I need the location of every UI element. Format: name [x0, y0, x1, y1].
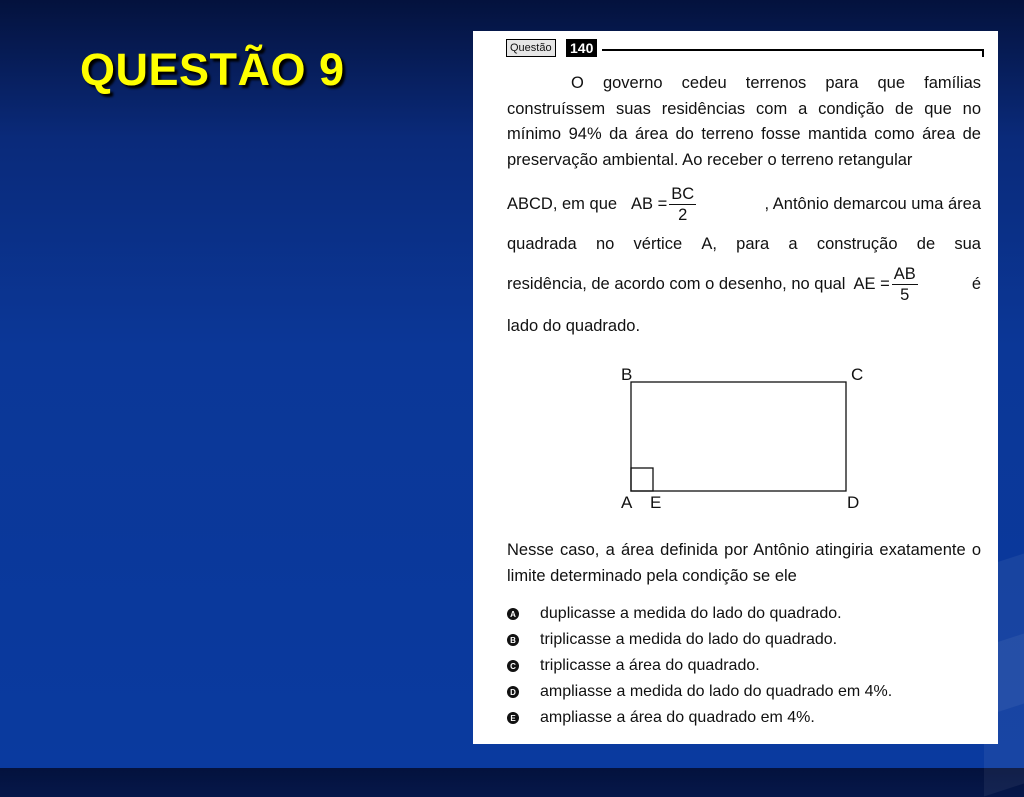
option-text: triplicasse a medida do lado do quadrado. — [540, 631, 838, 648]
line-ae-post: é — [971, 274, 981, 293]
line-last — [507, 313, 981, 339]
option-text: ampliasse a medida do lado do quadrado em 4%. — [540, 683, 893, 700]
rectangle-abcd — [631, 382, 846, 491]
line-last-text: lado do quadrado. — [507, 316, 641, 335]
label-e: E — [650, 493, 662, 512]
option-d[interactable] — [507, 679, 892, 705]
option-b[interactable] — [507, 627, 892, 653]
option-c[interactable] — [507, 653, 892, 679]
option-letter-badge: A — [507, 608, 519, 620]
fraction-bc-over-2 — [669, 184, 696, 225]
ab-lhs: AB = — [631, 194, 668, 213]
fraction-numerator: AB — [893, 264, 916, 283]
line-ae-fraction — [507, 259, 981, 309]
option-letter-badge: C — [507, 660, 519, 672]
line-ae-pre: residência, de acordo com o desenho, no qual — [507, 274, 846, 293]
question-document — [473, 31, 998, 744]
word: de — [916, 234, 936, 253]
question-header — [506, 37, 984, 57]
rectangle-figure — [613, 359, 873, 514]
line-quadrada — [507, 231, 981, 257]
fraction-numerator: BC — [671, 184, 695, 203]
option-letter-badge: D — [507, 686, 519, 698]
slide-title: QUESTÃO 9 — [80, 44, 345, 95]
question-paragraph-2: Nesse caso, a área definida por Antônio atingiria exatamente o limite determinado pela condição se ele — [507, 541, 981, 585]
label-c: C — [851, 365, 864, 384]
fraction-denominator: 2 — [678, 205, 688, 224]
answer-options — [507, 601, 892, 731]
line-ab-pre: ABCD, em que — [507, 194, 618, 213]
label-d: D — [847, 493, 860, 512]
option-text: triplicasse a área do quadrado. — [540, 657, 760, 674]
question-paragraph-1: O governo cedeu terrenos para que famílias construíssem suas residências com a condição de que no mínimo 94% da área do terreno fosse mantida como área de preservação ambiental. Ao receber o terreno retangular — [507, 74, 981, 169]
word: no — [595, 234, 615, 253]
label-b: B — [621, 365, 633, 384]
word: para — [736, 234, 770, 253]
option-text: ampliasse a área do quadrado em 4%. — [540, 709, 815, 726]
question-number: 140 — [566, 39, 597, 57]
line-ab-post: , Antônio demarcou uma área — [764, 194, 981, 213]
word: construção — [816, 234, 898, 253]
option-letter-badge: E — [507, 712, 519, 724]
option-text: duplicasse a medida do lado do quadrado. — [540, 605, 842, 622]
word: sua — [954, 234, 981, 253]
word: vértice — [633, 234, 683, 253]
word: A, — [701, 234, 717, 253]
ae-lhs: AE = — [853, 274, 890, 293]
word: quadrada — [507, 234, 577, 253]
option-a[interactable] — [507, 601, 892, 627]
fraction-denominator: 5 — [900, 285, 910, 304]
header-rule-end — [982, 49, 984, 57]
line-ab-fraction — [507, 179, 981, 229]
word: a — [788, 234, 798, 253]
fraction-ab-over-5 — [892, 264, 918, 305]
label-a: A — [621, 493, 633, 512]
header-rule — [602, 49, 984, 51]
option-e[interactable] — [507, 705, 892, 731]
question-label: Questão — [506, 39, 556, 57]
option-letter-badge: B — [507, 634, 519, 646]
square-ae — [631, 468, 653, 491]
